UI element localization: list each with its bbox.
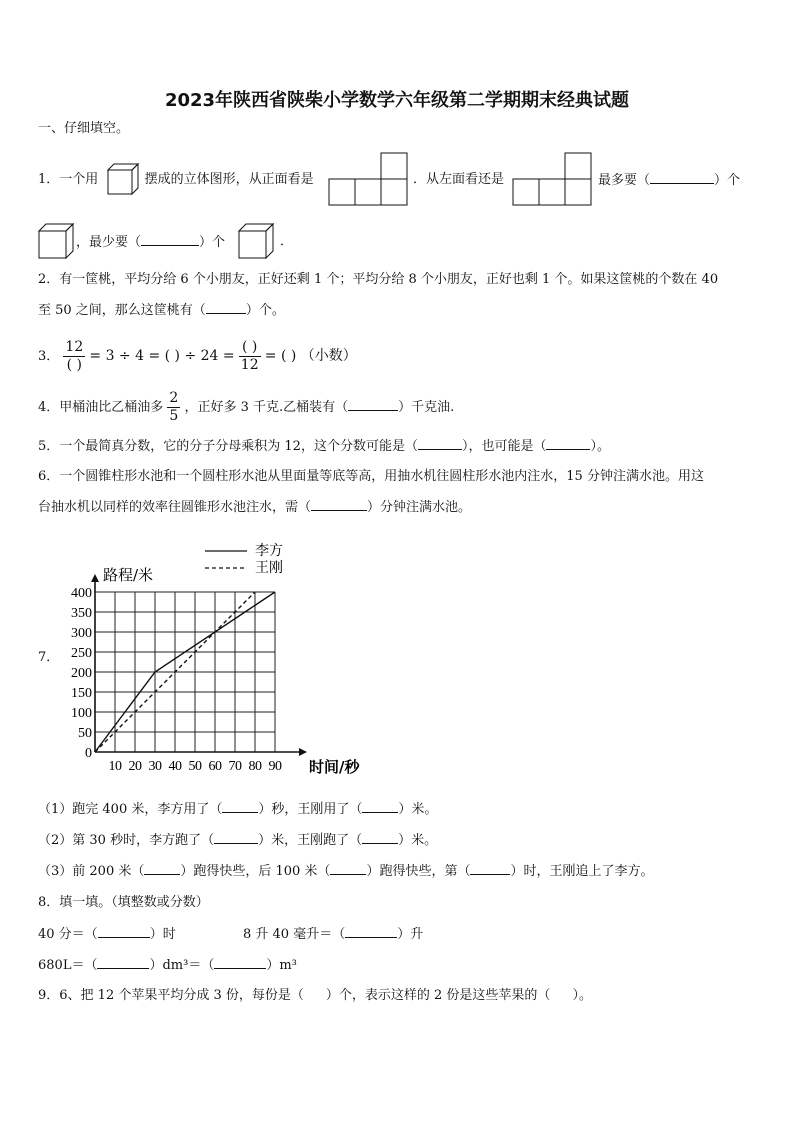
q9-text-a: 9．6、把 12 个苹果平均分成 3 份，每份是（ — [38, 988, 304, 1003]
q8-item-b — [243, 924, 423, 945]
q7-1-text-c: ）米。 — [398, 802, 438, 817]
question-7-sub-3 — [38, 861, 653, 882]
answer-blank[interactable] — [144, 861, 180, 875]
question-4 — [38, 390, 454, 426]
answer-blank[interactable] — [546, 436, 590, 450]
q5-text-c: ）。 — [590, 439, 610, 454]
y-tick-label: 350 — [71, 606, 92, 621]
x-tick-label: 30 — [148, 759, 162, 774]
q7-2-text-a: （2）第 30 秒时，李方跑了（ — [38, 833, 215, 848]
q8-a-text-1: 40 分＝（ — [38, 927, 98, 942]
q6-text-a: 台抽水机以同样的效率往圆锥形水池注水，需（ — [38, 500, 312, 515]
q1-text-e: ）个 — [714, 173, 741, 188]
q7-2-text-b: ）米，王刚跑了（ — [258, 833, 363, 848]
question-1-line-1 — [38, 170, 314, 190]
x-tick-label: 80 — [248, 759, 262, 774]
x-tick-label: 70 — [228, 759, 242, 774]
answer-blank[interactable] — [345, 924, 397, 938]
q4-text-a: 4．甲桶油比乙桶油多 — [38, 400, 164, 415]
x-axis-label: 时间/秒 — [309, 758, 360, 776]
answer-blank[interactable] — [362, 830, 398, 844]
y-tick-label: 50 — [78, 726, 92, 741]
q7-2-text-c: ）米。 — [398, 833, 438, 848]
answer-blank[interactable] — [470, 861, 510, 875]
x-tick-label: 50 — [188, 759, 202, 774]
q2-text-a: 至 50 之间，那么这筐桃有（ — [38, 303, 206, 318]
answer-blank[interactable] — [98, 924, 150, 938]
q5-text-b: ），也可能是（ — [461, 439, 547, 454]
q9-text-c: ）。 — [572, 988, 592, 1003]
question-2-line-2 — [38, 300, 285, 321]
q8-b-text-1: 8 升 40 毫升＝（ — [243, 927, 346, 942]
q1-text-b: 摆成的立体图形，从正面看是 — [144, 172, 314, 187]
y-tick-label: 400 — [71, 586, 92, 601]
q8-b-text-2: ）升 — [397, 927, 424, 942]
q7-1-text-b: ）秒，王刚用了（ — [258, 802, 363, 817]
fraction: $\frac{( )}{12}$ — [240, 339, 259, 373]
x-tick-label: 60 — [208, 759, 222, 774]
x-tick-label: 20 — [128, 759, 142, 774]
question-6-line-1: 6．一个圆锥柱形水池和一个圆柱形水池从里面量等底等高，用抽水机往圆柱形水池内注水，15 分钟注满水池。用这 — [38, 469, 704, 484]
y-tick-label: 200 — [71, 666, 92, 681]
q3-equation-mid: = 3 ÷ 4 = ( ) ÷ 24 = — [89, 348, 235, 364]
x-axis-arrow — [299, 748, 307, 756]
q8-c-text-1: 680L＝（ — [38, 958, 98, 973]
answer-blank[interactable] — [330, 861, 366, 875]
cube-icon — [238, 223, 274, 259]
q3-number: 3． — [38, 349, 60, 364]
page-title: 2023年陕西省陕柴小学数学六年级第二学期期末经典试题 — [164, 90, 630, 111]
question-8-heading: 8．填一填。（填整数或分数） — [38, 895, 209, 910]
y-tick-label: 100 — [71, 706, 92, 721]
y-axis-arrow — [91, 574, 99, 582]
answer-blank[interactable] — [97, 955, 149, 969]
x-tick-label: 90 — [268, 759, 282, 774]
q4-text-c: ）千克油. — [398, 400, 455, 415]
answer-blank[interactable] — [214, 830, 258, 844]
question-7-sub-2 — [38, 830, 437, 851]
y-tick-label: 150 — [71, 686, 92, 701]
q8-c-text-3: ）m³ — [266, 958, 297, 973]
legend-label: 王刚 — [255, 560, 283, 576]
q8-item-c — [38, 955, 297, 976]
question-3 — [38, 338, 357, 375]
y-tick-label: 0 — [85, 746, 92, 761]
y-axis-label: 路程/米 — [103, 566, 154, 584]
answer-blank[interactable] — [650, 170, 714, 184]
answer-blank[interactable] — [362, 799, 398, 813]
x-tick-label: 40 — [168, 759, 182, 774]
left-view-diagram — [512, 152, 596, 208]
cube-icon — [38, 223, 74, 259]
y-tick-label: 300 — [71, 626, 92, 641]
q1-max-line — [598, 170, 740, 191]
q1-number: 1． — [38, 172, 60, 187]
q7-3-text-c: ）跑得快些，第（ — [366, 864, 471, 879]
question-9 — [38, 986, 592, 1006]
q1-text-g: ）个 — [199, 235, 226, 250]
q5-text-a: 5．一个最简真分数，它的分子分母乘积为 12，这个分数可能是（ — [38, 439, 418, 454]
answer-blank[interactable] — [222, 799, 258, 813]
q2-text-b: ）个。 — [245, 303, 285, 318]
q1-min-line — [76, 232, 225, 253]
cube-icon — [106, 162, 140, 196]
answer-blank[interactable] — [348, 397, 398, 411]
q7-3-text-a: （3）前 200 米（ — [38, 864, 145, 879]
q8-c-text-2: ）dm³＝（ — [149, 958, 215, 973]
question-7-sub-1 — [38, 799, 437, 820]
q7-number: 7． — [38, 650, 60, 665]
answer-blank[interactable] — [418, 436, 462, 450]
fraction: $\frac{12}{( )}$ — [65, 339, 84, 373]
q1-text-d: 最多要（ — [598, 173, 651, 188]
q1-text-f: ，最少要（ — [76, 235, 142, 250]
distance-time-chart — [55, 540, 365, 785]
q4-text-b: ，正好多 3 千克.乙桶装有（ — [184, 400, 349, 415]
q1-text-h: ． — [280, 234, 294, 249]
q6-text-b: ）分钟注满水池。 — [367, 500, 472, 515]
q8-item-a — [38, 924, 176, 945]
answer-blank[interactable] — [206, 300, 246, 314]
legend-label: 李方 — [255, 543, 283, 559]
q7-3-text-b: ）跑得快些，后 100 米（ — [180, 864, 331, 879]
q9-text-b: ）个，表示这样的 2 份是这些苹果的（ — [325, 988, 551, 1003]
q7-1-text-a: （1）跑完 400 米，李方用了（ — [38, 802, 223, 817]
y-tick-label: 250 — [71, 646, 92, 661]
q1-text-a: 一个用 — [59, 172, 99, 187]
question-2-line-1: 2．有一筐桃，平均分给 6 个小朋友，正好还剩 1 个；平均分给 8 个小朋友，正好也剩 1 个。如果这筐桃的个数在 40 — [38, 272, 719, 287]
front-view-diagram — [328, 152, 412, 208]
q3-equation-tail: = ( ) （小数） — [264, 348, 357, 364]
answer-blank[interactable] — [214, 955, 266, 969]
q8-a-text-2: ）时 — [149, 927, 176, 942]
section-heading: 一、仔细填空。 — [38, 121, 130, 136]
q1-text-c: ．从左面看还是 — [413, 172, 505, 187]
answer-blank[interactable] — [311, 497, 367, 511]
question-5 — [38, 436, 610, 457]
fraction: $\frac{2}{5}$ — [169, 390, 179, 424]
answer-blank[interactable] — [141, 232, 199, 246]
q7-3-text-d: ）时，王刚追上了李方。 — [510, 864, 654, 879]
x-tick-label: 10 — [108, 759, 122, 774]
question-6-line-2 — [38, 497, 471, 518]
